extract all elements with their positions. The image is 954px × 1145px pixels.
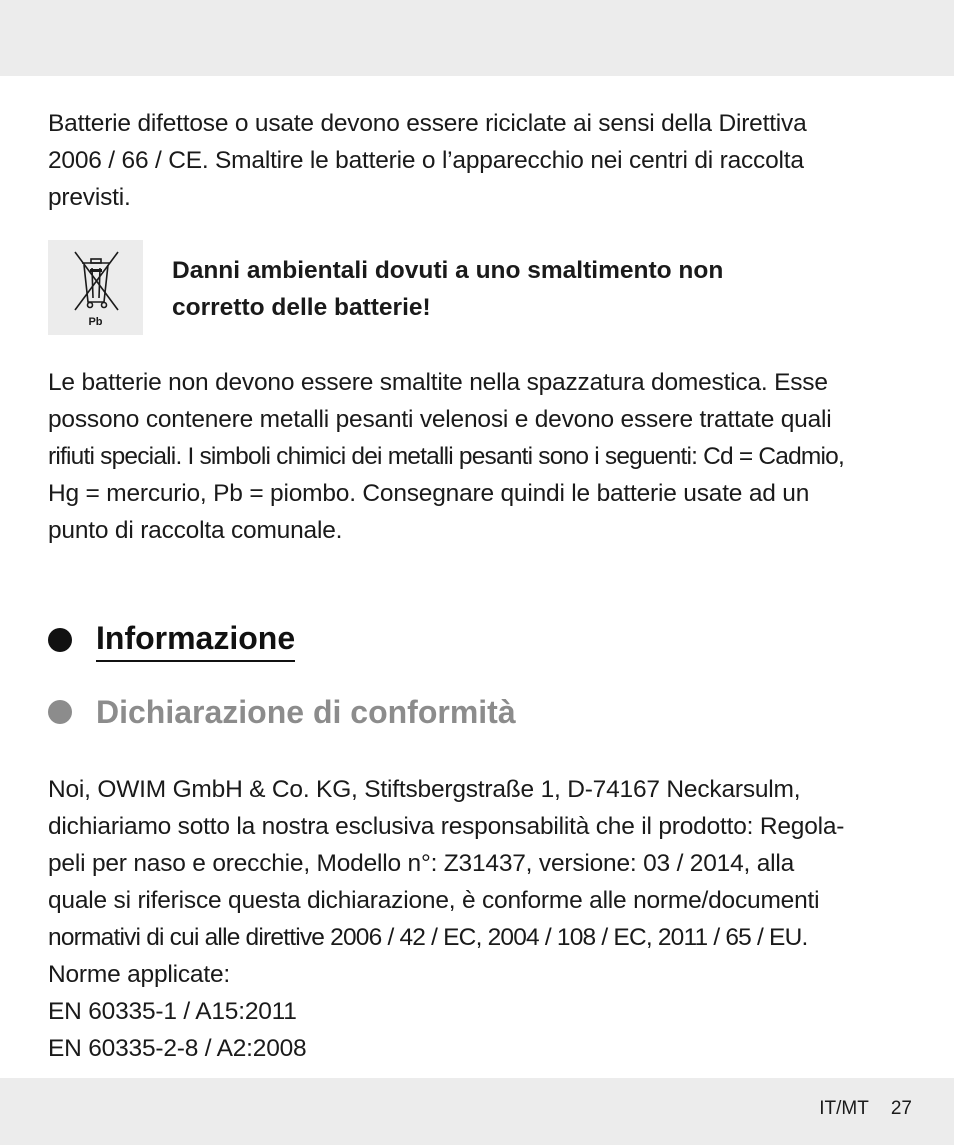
text-line: Batterie difettose o usate devono essere riciclate ai sensi della Direttiva — [48, 110, 807, 137]
text-line: dichiariamo sotto la nostra esclusiva responsabilità che il prodotto: Regola- — [48, 813, 845, 840]
header-band — [0, 0, 954, 76]
page-footer — [819, 1098, 912, 1120]
text-line: 2006 / 66 / CE. Smaltire le batterie o l’apparecchio nei centri di raccolta — [48, 147, 804, 174]
warning-title-line: corretto delle batterie! — [172, 294, 431, 321]
battery-paragraph — [48, 364, 918, 549]
text-line: Le batterie non devono essere smaltite nella spazzatura domestica. Esse — [48, 369, 828, 396]
text-line: Noi, OWIM GmbH & Co. KG, Stiftsbergstraße 1, D-74167 Neckarsulm, — [48, 776, 801, 803]
text-line: EN 60335-2-8 / A2:2008 — [48, 1035, 307, 1062]
text-line: previsti. — [48, 184, 131, 211]
text-line: rifiuti speciali. I simboli chimici dei metalli pesanti sono i seguenti: Cd = Cadmio, — [48, 443, 844, 470]
pb-label: Pb — [88, 316, 103, 328]
section-title: Informazione — [96, 618, 295, 662]
text-line: Hg = mercurio, Pb = piombo. Consegnare quindi le batterie usate ad un — [48, 480, 810, 507]
text-line: peli per naso e orecchie, Modello n°: Z31437, versione: 03 / 2014, alla — [48, 850, 795, 877]
footer-band — [0, 1078, 954, 1145]
text-line: Norme applicate: — [48, 961, 230, 988]
text-line: normativi di cui alle direttive 2006 / 42 / EC, 2004 / 108 / EC, 2011 / 65 / EU. — [48, 924, 808, 951]
page-number: 27 — [890, 1098, 912, 1119]
warning-title — [172, 252, 912, 326]
warning-icon-box — [48, 240, 143, 335]
text-line: EN 60335-1 / A15:2011 — [48, 998, 297, 1025]
language-code: IT/MT — [819, 1098, 869, 1119]
section-heading-declaration — [48, 692, 516, 732]
text-line: quale si riferisce questa dichiarazione, è conforme alle norme/documenti — [48, 887, 820, 914]
text-line: possono contenere metalli pesanti velenosi e devono essere trattate quali — [48, 406, 832, 433]
warning-title-line: Danni ambientali dovuti a uno smaltimento non — [172, 257, 724, 284]
bullet-icon — [48, 628, 72, 652]
bullet-icon — [48, 700, 72, 724]
section-title: Dichiarazione di conformità — [96, 694, 516, 730]
section-heading-information — [48, 618, 295, 662]
intro-paragraph — [48, 105, 918, 216]
text-line: punto di raccolta comunale. — [48, 517, 343, 544]
declaration-paragraph — [48, 771, 918, 1067]
